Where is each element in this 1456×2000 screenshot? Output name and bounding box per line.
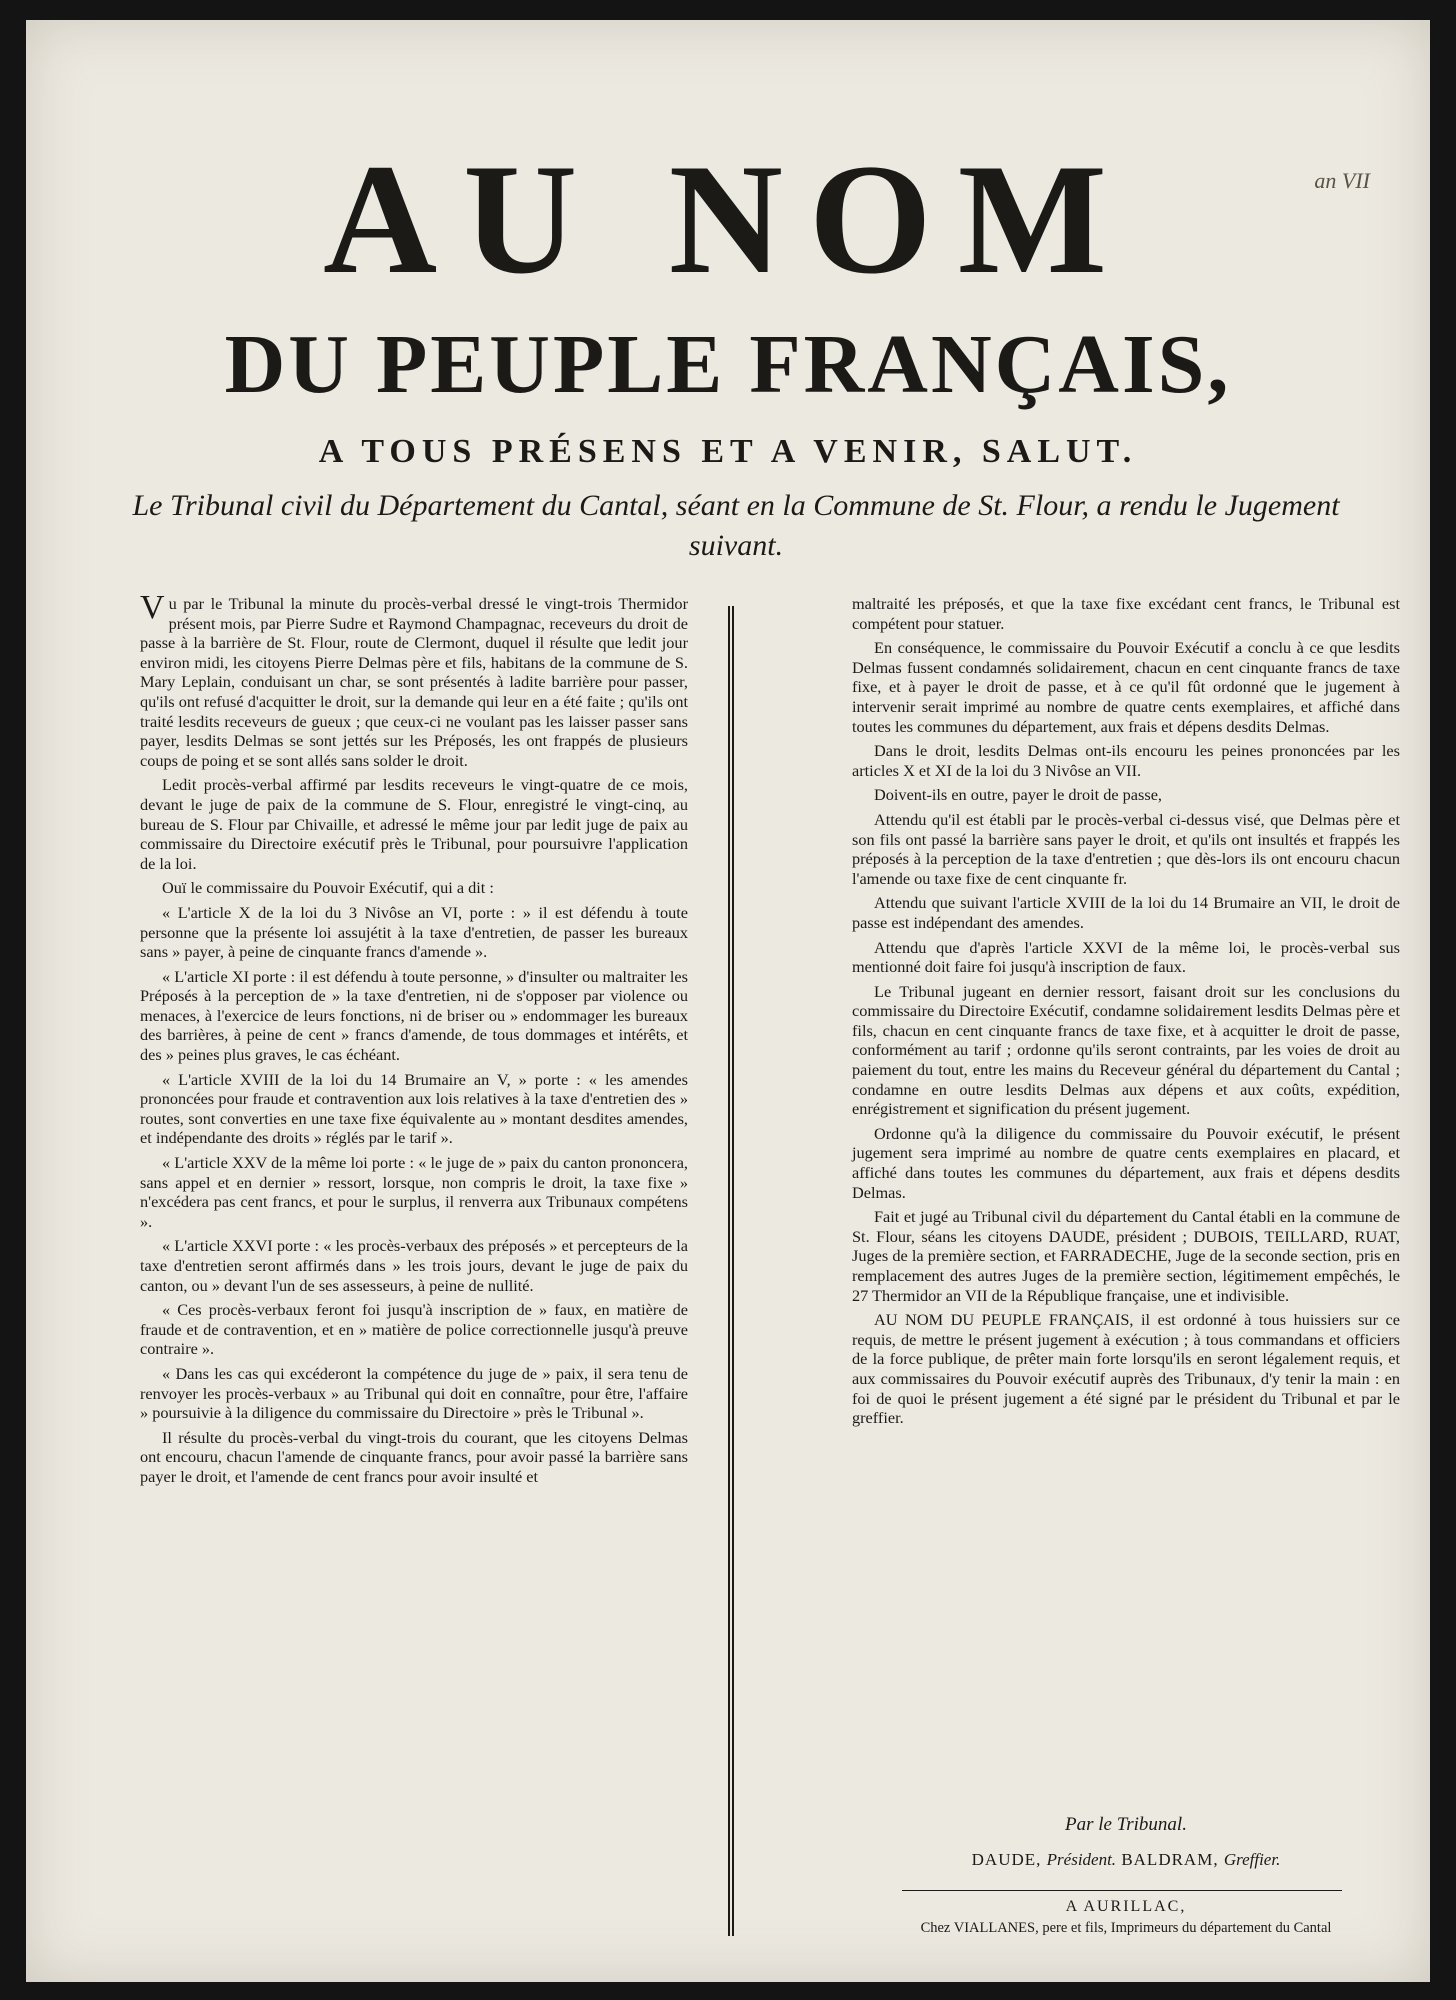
dropcap: V	[140, 589, 165, 626]
tribunal-subtitle: Le Tribunal civil du Département du Cantal, séant en la Commune de St. Flour, a rendu le Jugement suivant.	[132, 489, 1340, 562]
paragraph: Attendu que suivant l'article XVIII de la loi du 14 Brumaire an VII, le droit de passe est indépendant des amendes.	[852, 893, 1400, 932]
paragraph: « L'article XI porte : il est défendu à toute personne, » d'insulter ou maltraiter les Préposés à la perception de » la taxe d'entretien, ni de s'opposer par violence ou menaces, à l'exercice de leurs fonctions, ni de briser ou » endommager les bureaux des barrières, à peine de cent » francs d'amende, de tous dommages et intérêts, et des » peines plus graves, le cas échéant.	[140, 966, 688, 1065]
paragraph: « L'article XVIII de la loi du 14 Brumaire an V, » porte : « les amendes prononcées pour fraude et contravention aux lois relatives à la taxe d'entretien des » routes, sont converties en une taxe fixe équivalente au » montant desdites amendes, et indépendante des droits » réglés par le tarif ».	[140, 1069, 688, 1148]
paragraph: Attendu que d'après l'article XXVI de la même loi, le procès-verbal sus mentionné doit faire foi jusqu'à inscription de faux.	[852, 937, 1400, 977]
paragraph: « L'article XXV de la même loi porte : « le juge de » paix du canton prononcera, sans appel et en dernier » ressort, lorsque, non compris le droit, la taxe fixe » n'excédera pas cent francs, et pour le surplus, il renverra aux Tribunaux compétens ».	[140, 1153, 688, 1231]
right-column	[852, 594, 1400, 1433]
paragraph: Doivent-ils en outre, payer le droit de passe,	[874, 785, 1162, 805]
title-peuple-francais: DU PEUPLE FRANÇAIS,	[224, 318, 1232, 411]
paragraph: Il résulte du procès-verbal du vingt-trois du courant, que les citoyens Delmas ont encouru, chacun l'amende de cinquante francs, pour avoir passé la barrière sans payer le droit, et l'amende de cent francs pour avoir insulté et	[140, 1427, 688, 1486]
president-name: DAUDE,	[971, 1850, 1042, 1869]
paragraph: Vu par le Tribunal la minute du procès-verbal dressé le vingt-trois Thermidor présent mois, par Pierre Sudre et Raymond Champagnac, receveurs du droit de passe à la barrière de St. Flour, route de Clermont, duquel il résulte que ledit jour environ midi, les citoyens Pierre Delmas père et fils, habitans de la commune de S. Mary Leplain, conduisant un char, se sont présentés à ladite barrière pour passer, qu'ils ont refusé d'acquitter le droit, sur la demande qui leur en a été faite ; qu'ils ont traité lesdits receveurs de gueux ; que ceux-ci ne voulant pas les laisser passer sans payer, lesdits Delmas se sont jettés sur les Préposés, les ont frappés de plusieurs coups de poing et se sont allés sans solder le droit.	[140, 589, 688, 770]
paragraph: « Dans les cas qui excéderont la compétence du juge de » paix, il sera tenu de renvoyer les procès-verbaux » au Tribunal qui doit en connaître, pour être, l'affaire » poursuivie à la diligence du commissaire du Directoire » près le Tribunal ».	[140, 1363, 688, 1423]
left-column	[140, 589, 688, 1492]
paragraph: « Ces procès-verbaux feront foi jusqu'à inscription de » faux, en matière de fraude et de contravention, et en » matière de police correctionnelle jusqu'à preuve contraire ».	[140, 1300, 688, 1359]
paragraph: Ordonne qu'à la diligence du commissaire du Pouvoir exécutif, le présent jugement sera imprimé au nombre de quatre cents exemplaires en placard, et affiché dans toutes les communes du département, aux frais et dépens desdits Delmas.	[852, 1123, 1400, 1202]
paragraph: Ledit procès-verbal affirmé par lesdits receveurs le vingt-quatre de ce mois, devant le juge de paix de la commune de S. Flour, enregistré le vingt-cinq, au bureau de S. Flour par Chivaille, et adressé le même jour par ledit juge de paix au commissaire du Directoire exécutif près le Tribunal, pour poursuivre l'application de la loi.	[140, 775, 688, 873]
paragraph: Attendu qu'il est établi par le procès-verbal ci-dessus visé, que Delmas père et son fils ont passé la barrière sans payer le droit, et qu'ils ont insultés et frappés les préposés à la perception de la taxe d'entretien ; que dès-lors ils ont encouru chacun l'amende ou taxe fixe de cent cinquante fr.	[852, 809, 1400, 888]
paragraph: Dans le droit, lesdits Delmas ont-ils encouru les peines prononcées par les articles X et XI de la loi du 3 Nivôse an VII.	[852, 741, 1400, 780]
paragraph: Ouï le commissaire du Pouvoir Exécutif, qui a dit :	[162, 878, 494, 898]
paragraph: AU NOM DU PEUPLE FRANÇAIS, il est ordonné à tous huissiers sur ce requis, de mettre le présent jugement à exécution ; à tous commandans et officiers de la force publique, de prêter main forte lorsqu'ils en seront légalement requis, et aux commissaires du Pouvoir exécutif auprès des Tribunaux, d'y tenir la main : en foi de quoi le présent jugement a été signé par le président du Tribunal et par le greffier.	[852, 1310, 1400, 1428]
clerk-name: BALDRAM,	[1121, 1850, 1219, 1869]
paragraph: En conséquence, le commissaire du Pouvoir Exécutif a conclu à ce que lesdits Delmas fussent condamnés solidairement, chacun en cent cinquante francs de taxe fixe, et à payer le droit de passe, et à ce qu'il fût ordonné que le jugement à intervenir serait imprimé au nombre de quatre cents exemplaires, et affiché dans toutes les communes du département, aux frais et dépens desdits Delmas.	[852, 638, 1400, 736]
paragraph: Le Tribunal jugeant en dernier ressort, faisant droit sur les conclusions du commissaire du Directoire Exécutif, condamne solidairement lesdits Delmas père et fils, chacun en cent cinquante francs de taxe fixe, et à acquitter le droit de passe, conformément au tarif ; ordonne qu'ils seront contraints, par les voies de droit au paiement du tout, entre les mains du Receveur général du département du Cantal ; condamne en outre lesdits Delmas aux dépens et aux coûts, expédition, enrégistrement et signification du présent jugement.	[852, 981, 1400, 1119]
handwritten-annotation: an VII	[1314, 168, 1370, 193]
paragraph: « L'article XXVI porte : « les procès-verbaux des préposés » et percepteurs de la taxe d'entretien seront affirmés dans » les trois jours, devant le juge de paix du canton, ou » devant l'un de ses assesseurs, à peine de nullité.	[140, 1236, 688, 1295]
paragraph: maltraité les préposés, et que la taxe fixe excédant cent francs, le Tribunal est compétent pour statuer.	[852, 594, 1400, 633]
title-salut: A TOUS PRÉSENS ET A VENIR, SALUT.	[318, 433, 1138, 470]
imprint-divider	[902, 1890, 1342, 1891]
imprint-printer: Chez VIALLANES, pere et fils, Imprimeurs du département du Cantal	[920, 1920, 1332, 1936]
poster-sheet	[26, 20, 1430, 1982]
paragraph: « L'article X de la loi du 3 Nivôse an VI, porte : » il est défendu à toute personne que la présente loi assujétit à la taxe d'entretien, de passer les bureaux sans » payer, à peine de cinquante francs d'amende ».	[140, 902, 688, 962]
signatures-line	[852, 1850, 1400, 1870]
par-le-tribunal: Par le Tribunal.	[1065, 1814, 1187, 1835]
imprint-place: A AURILLAC,	[1065, 1898, 1187, 1915]
clerk-title: Greffier.	[1223, 1850, 1281, 1869]
title-au-nom: AU NOM	[323, 132, 1133, 307]
president-title: Président.	[1046, 1850, 1117, 1869]
column-divider	[728, 606, 734, 1936]
paragraph: Fait et jugé au Tribunal civil du département du Cantal établi en la commune de St. Flour, séans les citoyens DAUDE, président ; DUBOIS, TEILLARD, RUAT, Juges de la première section, et FARRADECHE, Juge de la seconde section, pris en remplacement des autres Juges de la première section, légitimement empêchés, le 27 Thermidor an VII de la République française, une et indivisible.	[852, 1207, 1400, 1305]
